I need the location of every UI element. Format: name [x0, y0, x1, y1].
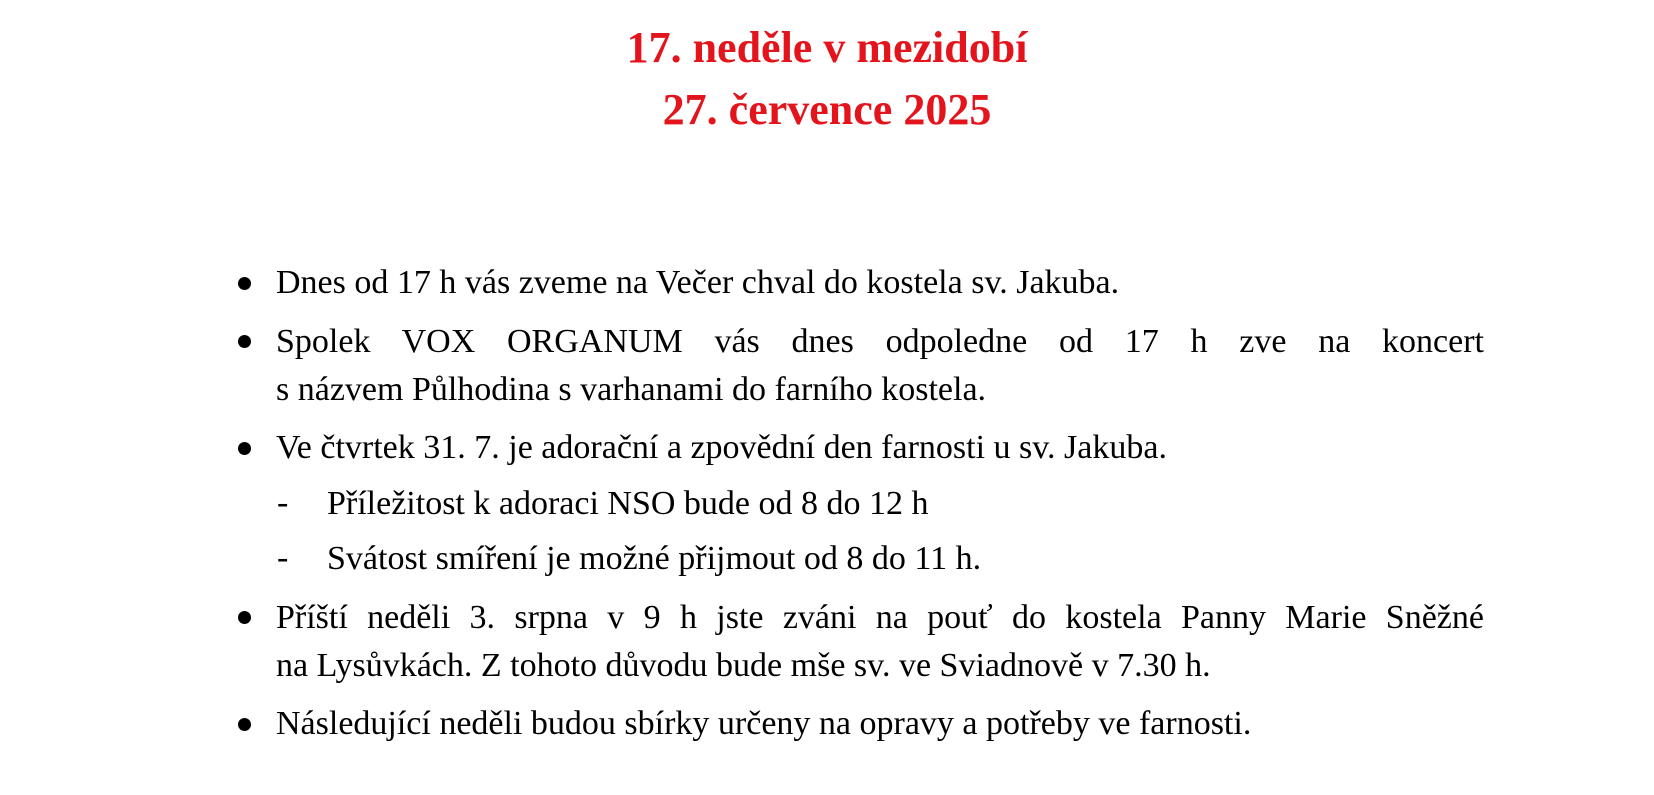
bullet-icon — [238, 611, 251, 624]
bullet-icon — [238, 718, 251, 731]
announcement-text: Dnes od 17 h vás zveme na Večer chval do kostela sv. Jakuba. — [276, 264, 1120, 301]
bullet-icon — [238, 277, 251, 290]
heading-date: 27. července 2025 — [662, 85, 992, 134]
announcement-text: Následující neděli budou sbírky určeny na opravy a potřeby ve farnosti. — [276, 705, 1252, 742]
bullet-icon — [238, 335, 251, 348]
announcement-text: Příští neděli 3. srpna v 9 h jste zváni na pouť do kostela Panny Marie Sněžné — [276, 599, 1484, 636]
dash-marker: - — [277, 539, 289, 576]
announcement-item — [276, 318, 1484, 414]
heading-title: 17. neděle v mezidobí — [626, 23, 1028, 72]
announcement-text: Spolek VOX ORGANUM vás dnes odpoledne od 17 h zve na koncert — [276, 323, 1484, 360]
bullet-icon — [238, 442, 251, 455]
announcement-text: Ve čtvrtek 31. 7. je adorační a zpovědní den farnosti u sv. Jakuba. — [276, 429, 1167, 466]
announcement-text: na Lysůvkách. Z tohoto důvodu bude mše sv. ve Sviadnově v 7.30 h. — [276, 647, 1211, 684]
announcement-subtext: Svátost smíření je možné přijmout od 8 do 11 h. — [327, 540, 982, 577]
announcement-subtext: Příležitost k adoraci NSO bude od 8 do 12 h — [327, 485, 929, 522]
announcement-text: s názvem Půlhodina s varhanami do farního kostela. — [276, 371, 987, 408]
announcement-item — [276, 700, 1484, 748]
announcement-item — [276, 594, 1484, 690]
announcement-item — [276, 259, 1484, 307]
announcement-item — [276, 424, 1484, 472]
dash-marker: - — [277, 484, 289, 521]
announcement-subitem — [327, 480, 1484, 528]
announcement-subitem — [327, 535, 1484, 583]
